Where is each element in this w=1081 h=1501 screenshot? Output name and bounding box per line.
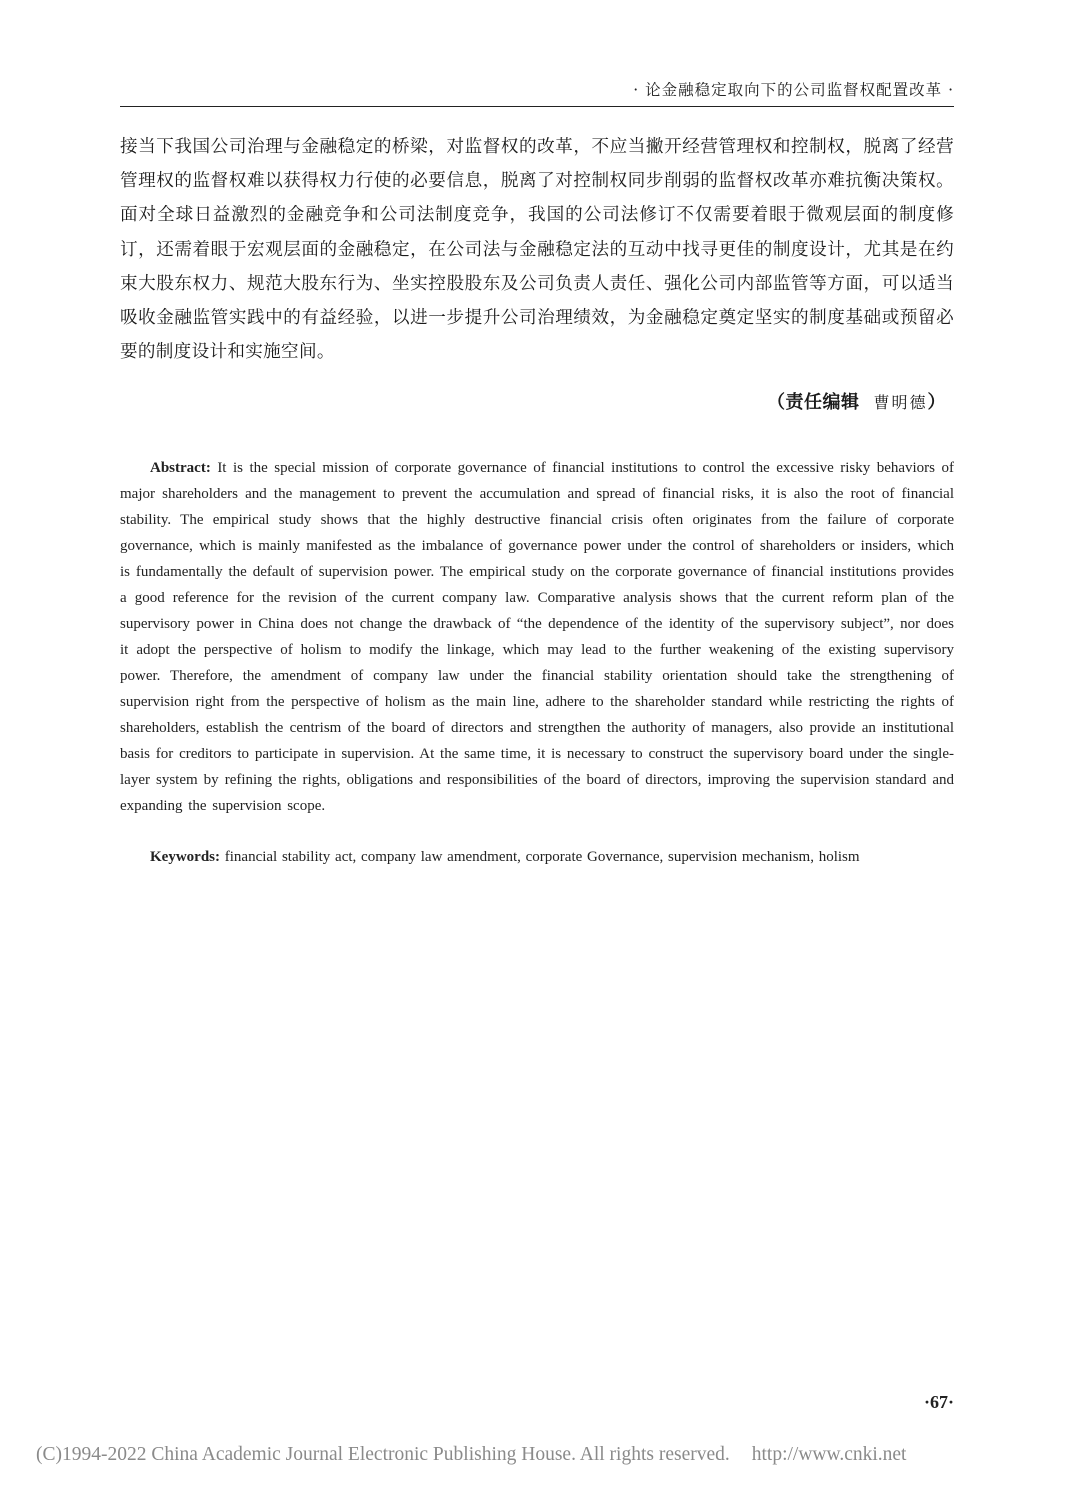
abstract <box>120 455 954 819</box>
page-number: ·67· <box>923 1392 954 1412</box>
cnki-url: http://www.cnki.net <box>751 1444 907 1465</box>
editor-label: 责任编辑 <box>785 392 860 413</box>
copyright-text: (C)1994-2022 China Academic Journal Electronic Publishing House. All rights reserved. <box>36 1444 730 1465</box>
keywords-text: financial stability act, company law amendment, corporate Governance, supervision mechanism, holism <box>224 849 860 865</box>
responsible-editor <box>120 388 946 418</box>
body-paragraph: 接当下我国公司治理与金融稳定的桥梁，对监督权的改革，不应当撇开经营管理权和控制权，脱离了经营管理权的监督权难以获得权力行使的必要信息，脱离了对控制权同步削弱的监督权改革亦难抗衡决策权。面对全球日益激烈的金融竞争和公司法制度竞争，我国的公司法修订不仅需要着眼于微观层面的制度修订，还需着眼于宏观层面的金融稳定，在公司法与金融稳定法的互动中找寻更佳的制度设计，尤其是在约束大股东权力、规范大股东行为、坐实控股股东及公司负责人责任、强化公司内部监管等方面，可以适当吸收金融监管实践中的有益经验，以进一步提升公司治理绩效，为金融稳定奠定坚实的制度基础或预留必要的制度设计和实施空间。 <box>120 137 954 363</box>
keywords-label: Keywords: <box>150 849 220 865</box>
copyright-footer <box>36 1444 1046 1466</box>
abstract-text: It is the special mission of corporate governance of financial institutions to control the excessive risky behaviors of major shareholders and the management to prevent the accumulation and spread of financial risks, it is also the root of financial stability. The empirical study shows that the highly destructive financial crisis often originates from the failure of corporate governance, which is mainly manifested as the imbalance of governance power under the control of shareholders or insiders, which is fundamentally the default of supervision power. The empirical study on the corporate governance of financial institutions provides a good reference for the revision of the current company law. Comparative analysis shows that the current reform plan of the supervisory power in China does not change the drawback of “the dependence of the identity of the supervisory subject”, nor does it adopt the perspective of holism to modify the linkage, which may lead to the further weakening of the existing supervisory power. Therefore, the amendment of company law under the financial stability orientation should take the strengthening of supervision right from the perspective of holism as the main line, adhere to the shareholder standard while restricting the rights of shareholders, establish the centrism of the board of directors and strengthen the authority of managers, also provide an institutional basis for creditors to participate in supervision. At the same time, it is necessary to construct the supervisory board under the single-layer system by refining the rights, obligations and responsibilities of the board of directors, improving the supervision standard and expanding the supervision scope. <box>120 460 954 814</box>
running-header: · 论金融稳定取向下的公司监督权配置改革 · <box>633 81 954 99</box>
editor-open-paren: （ <box>766 392 786 413</box>
editor-name: 曹明德 <box>873 393 928 412</box>
editor-close-paren: ） <box>927 392 946 413</box>
abstract-label: Abstract: <box>150 460 211 476</box>
keywords <box>120 844 954 870</box>
header-rule <box>120 106 954 107</box>
